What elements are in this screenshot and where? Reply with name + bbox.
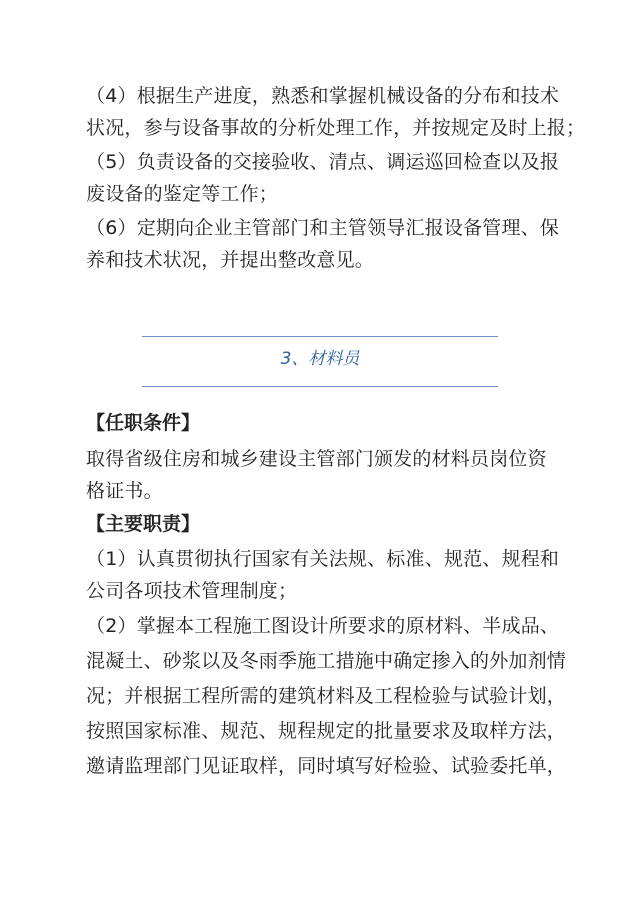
responsibility-item-1-line-1: （1）认真贯彻执行国家有关法规、标准、规范、规程和	[86, 548, 560, 570]
responsibility-item-2-line-5: 邀请监理部门见证取样，同时填写好检验、试验委托单，	[86, 755, 567, 777]
duty-item-4-line-2: 状况，参与设备事故的分析处理工作，并按规定及时上报；	[86, 117, 586, 139]
responsibilities-heading: 【主要职责】	[86, 513, 201, 535]
qualifications-text	[86, 443, 556, 507]
duty-item-6-line-1: （6）定期向企业主管部门和主管领导汇报设备管理、保	[86, 217, 560, 239]
responsibility-item-1	[86, 543, 560, 607]
responsibility-item-2-line-4: 按照国家标准、规范、规程规定的批量要求及取样方法，	[86, 720, 567, 742]
qualifications-line-2: 格证书。	[86, 480, 163, 502]
qualifications-line-1: 取得省级住房和城乡建设主管部门颁发的材料员岗位资	[86, 448, 547, 470]
duty-item-4	[86, 80, 586, 144]
responsibility-item-2	[86, 610, 567, 782]
section-rule-top	[142, 336, 498, 337]
duty-item-5-line-2: 废设备的鉴定等工作；	[86, 183, 279, 205]
section-rule-bottom	[142, 386, 498, 387]
duty-item-6	[86, 212, 560, 276]
responsibility-item-2-line-1: （2）掌握本工程施工图设计所要求的原材料、半成品、	[86, 615, 560, 637]
section-title: 3、材料员	[280, 349, 360, 369]
qualifications-heading: 【任职条件】	[86, 412, 201, 434]
duty-item-4-line-1: （4）根据生产进度，熟悉和掌握机械设备的分布和技术	[86, 85, 560, 107]
responsibility-item-1-line-2: 公司各项技术管理制度；	[86, 580, 298, 602]
duty-item-5	[86, 146, 560, 210]
duty-item-5-line-1: （5）负责设备的交接验收、清点、调运巡回检查以及报	[86, 151, 560, 173]
duty-item-6-line-2: 养和技术状况，并提出整改意见。	[86, 249, 375, 271]
responsibility-item-2-line-2: 混凝土、砂浆以及冬雨季施工措施中确定掺入的外加剂情	[86, 650, 567, 672]
responsibility-item-2-line-3: 况；并根据工程所需的建筑材料及工程检验与试验计划，	[86, 685, 567, 707]
